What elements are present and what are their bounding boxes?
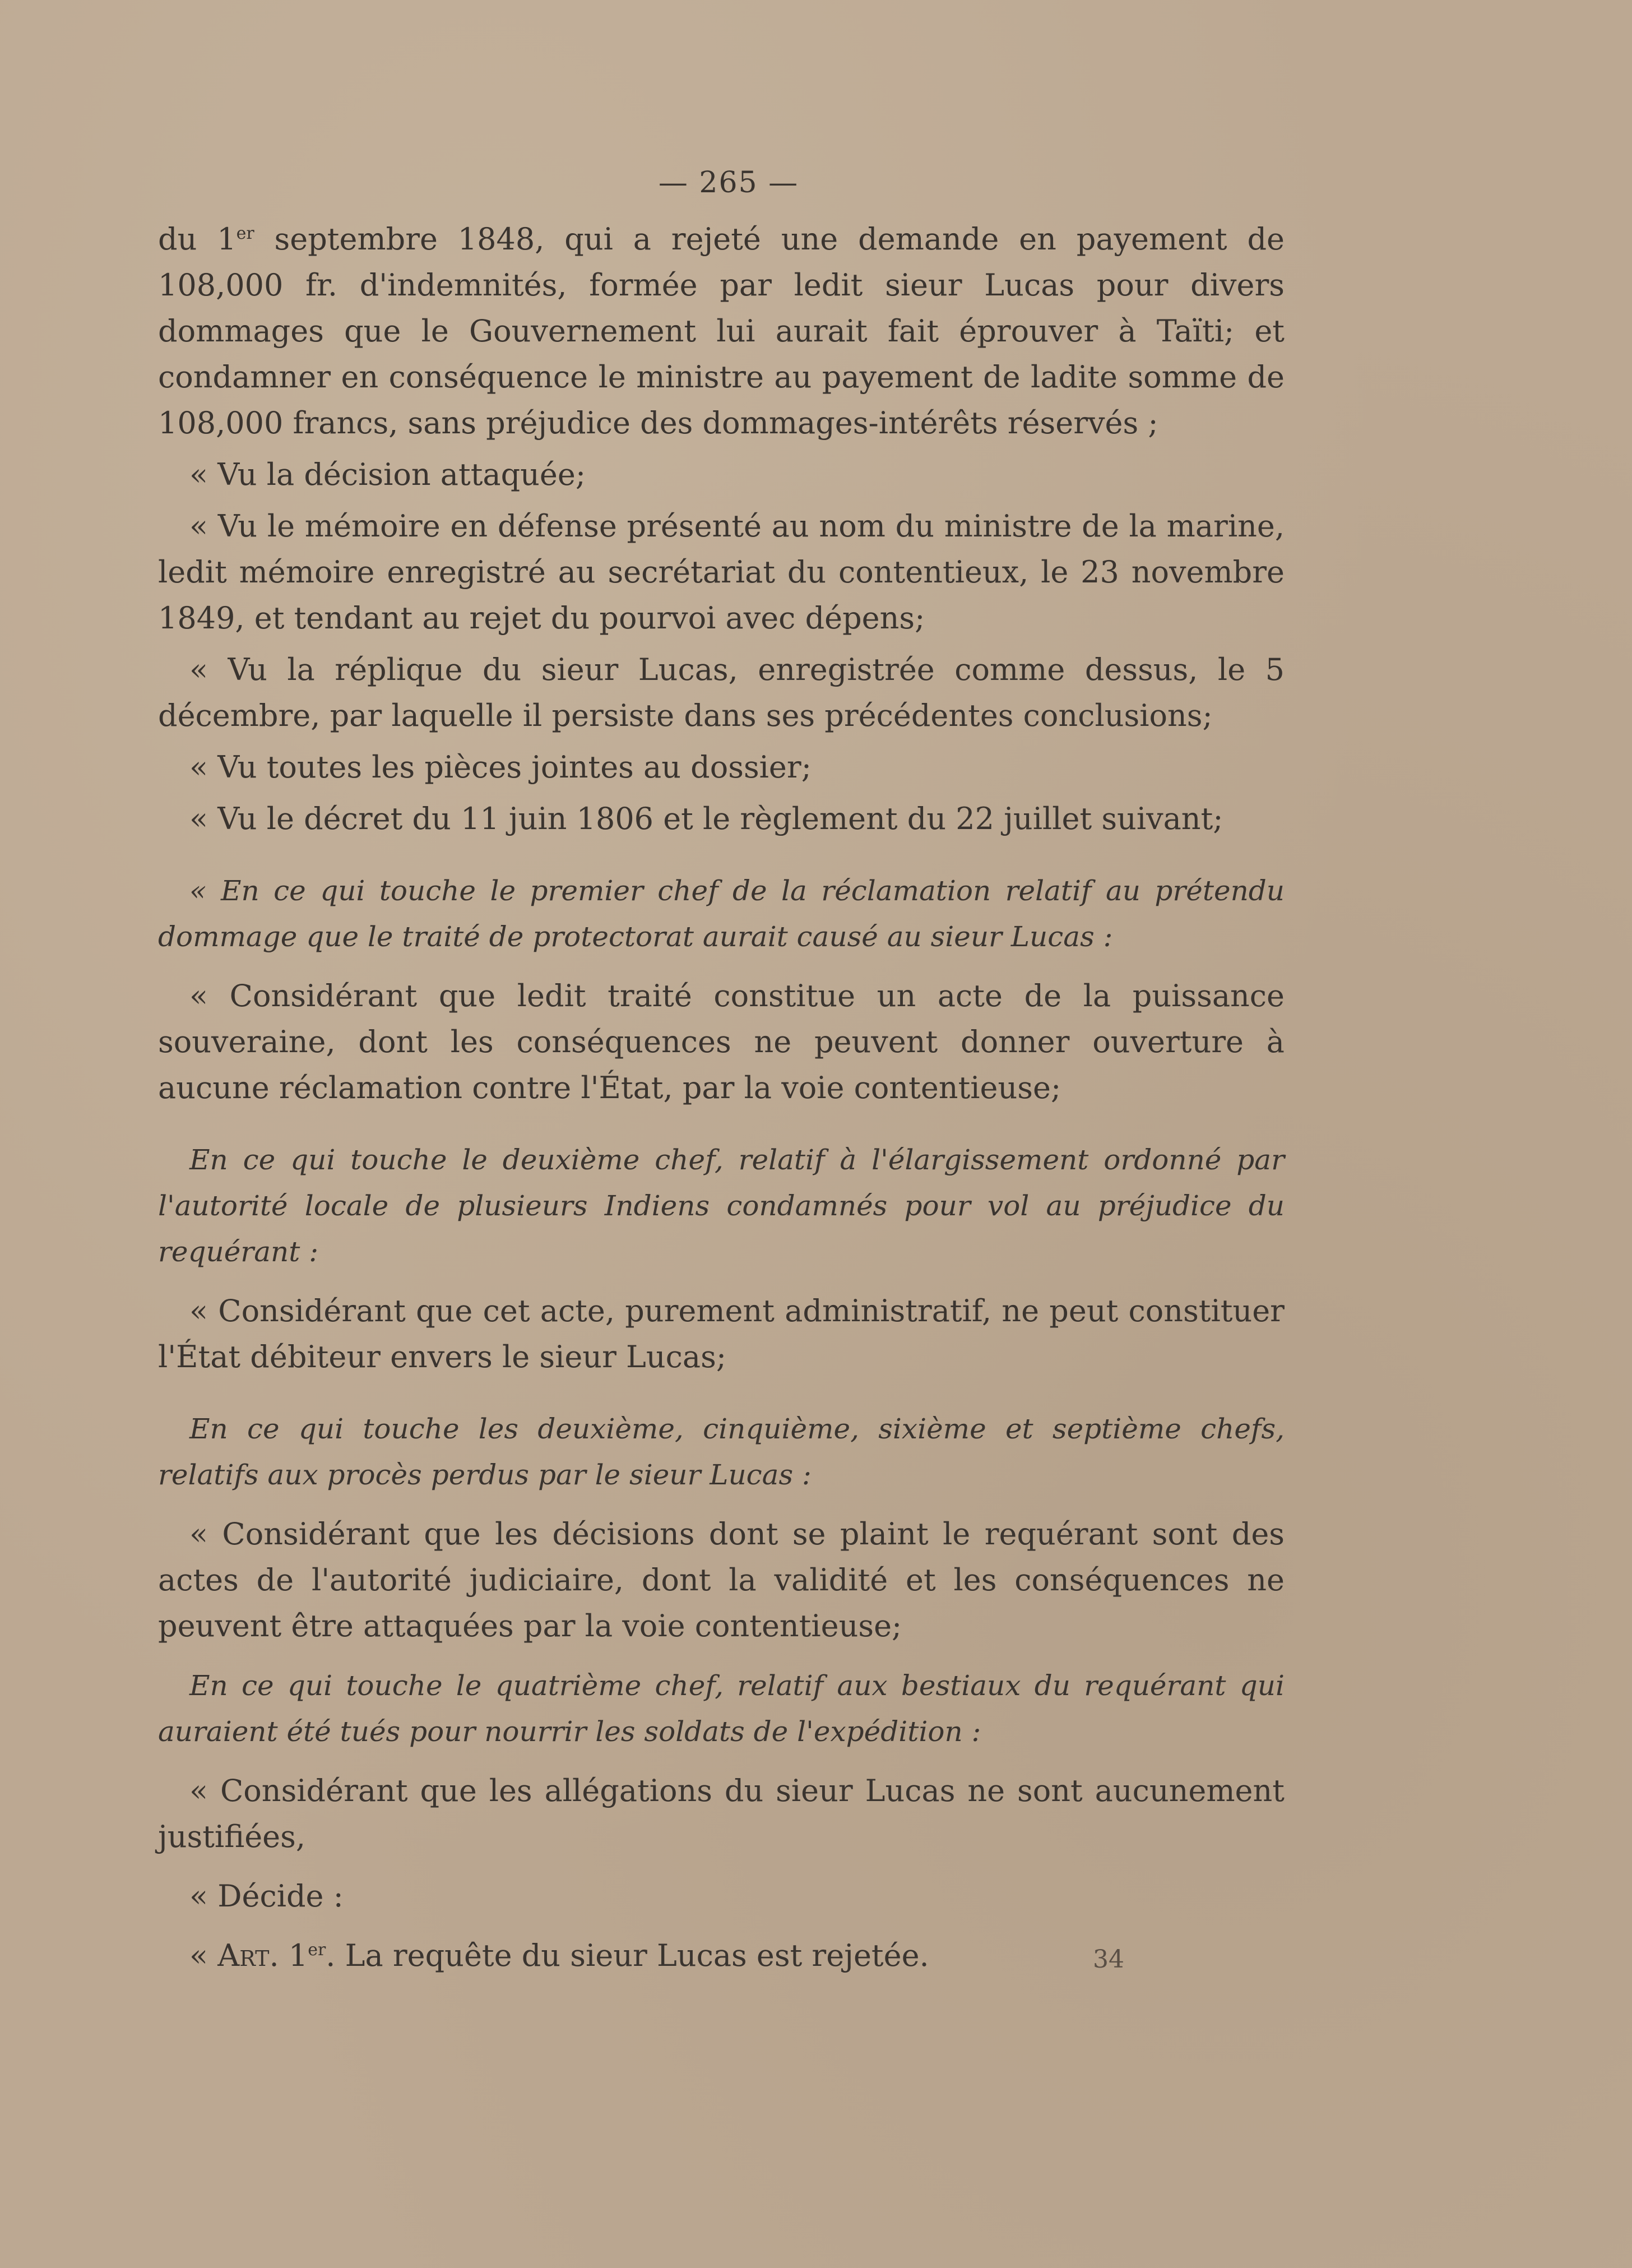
article-number: 1 xyxy=(279,1938,308,1973)
paragraph-15: « Décide : xyxy=(189,1878,344,1914)
body-text xyxy=(158,216,1285,1979)
signature-mark: 34 xyxy=(1093,1945,1124,1974)
paragraph-12: « Considérant que les décisions dont se plaint le requérant sont des actes de l'autorité judiciaire, dont la validité et les conséquences ne peuvent être attaquées par la voie contentieuse; xyxy=(158,1516,1285,1644)
paragraph-13: En ce qui touche le quatrième chef, relatif aux bestiaux du requérant qui auraient été tués pour nourrir les soldats de l'expédition : xyxy=(158,1669,1285,1748)
ordinal-superscript: er xyxy=(236,224,254,243)
paragraph-9: En ce qui touche le deuxième chef, relatif à l'élargissement ordonné par l'autorité locale de plusieurs Indiens condamnés pour vol au préjudice du requérant : xyxy=(158,1144,1285,1268)
paragraph-14: « Considérant que les allégations du sieur Lucas ne sont aucunement justifiées, xyxy=(158,1773,1285,1854)
paragraph-1-start: du 1 xyxy=(158,221,237,257)
paragraph-16-quote: « xyxy=(189,1938,218,1973)
paragraph-3: « Vu le mémoire en défense présenté au nom du ministre de la marine, ledit mémoire enregistré au secrétariat du contentieux, le 23 novembre 1849, et tendant au rejet du pourvoi avec dépens; xyxy=(158,508,1285,636)
paragraph-16-rest: . La requête du sieur Lucas est rejetée. xyxy=(326,1938,929,1973)
paragraph-5: « Vu toutes les pièces jointes au dossier; xyxy=(189,749,812,785)
paragraph-8: « Considérant que ledit traité constitue un acte de la puissance souveraine, dont les conséquences ne peuvent donner ouverture à aucune réclamation contre l'État, par la voie contentieuse; xyxy=(158,978,1285,1105)
paragraph-7: « En ce qui touche le premier chef de la réclamation relatif au prétendu dommage que le traité de protectorat aurait causé au sieur Lucas : xyxy=(158,874,1285,953)
article-label: Art. xyxy=(217,1938,279,1973)
paragraph-1 xyxy=(158,216,1285,446)
paragraph-10: « Considérant que cet acte, purement administratif, ne peut constituer l'État débiteur envers le sieur Lucas; xyxy=(158,1293,1285,1374)
paragraph-11: En ce qui touche les deuxième, cinquième, sixième et septième chefs, relatifs aux procès perdus par le sieur Lucas : xyxy=(158,1413,1285,1491)
article-superscript: er xyxy=(308,1940,326,1960)
paragraph-1-rest: septembre 1848, qui a rejeté une demande en payement de 108,000 fr. d'indemnités, formée par ledit sieur Lucas pour divers dommages que le Gouvernement lui aurait fait éprouver à Taïti; et condamner en conséquence le ministre au payement de ladite somme de 108,000 francs, sans préjudice des dommages-intérêts réservés ; xyxy=(158,221,1285,441)
page-number: — 265 — xyxy=(658,166,799,200)
paragraph-2: « Vu la décision attaquée; xyxy=(189,457,586,492)
paragraph-6: « Vu le décret du 11 juin 1806 et le règlement du 22 juillet suivant; xyxy=(189,801,1223,836)
paragraph-4: « Vu la réplique du sieur Lucas, enregistrée comme dessus, le 5 décembre, par laquelle il persiste dans ses précédentes conclusions; xyxy=(158,652,1285,733)
